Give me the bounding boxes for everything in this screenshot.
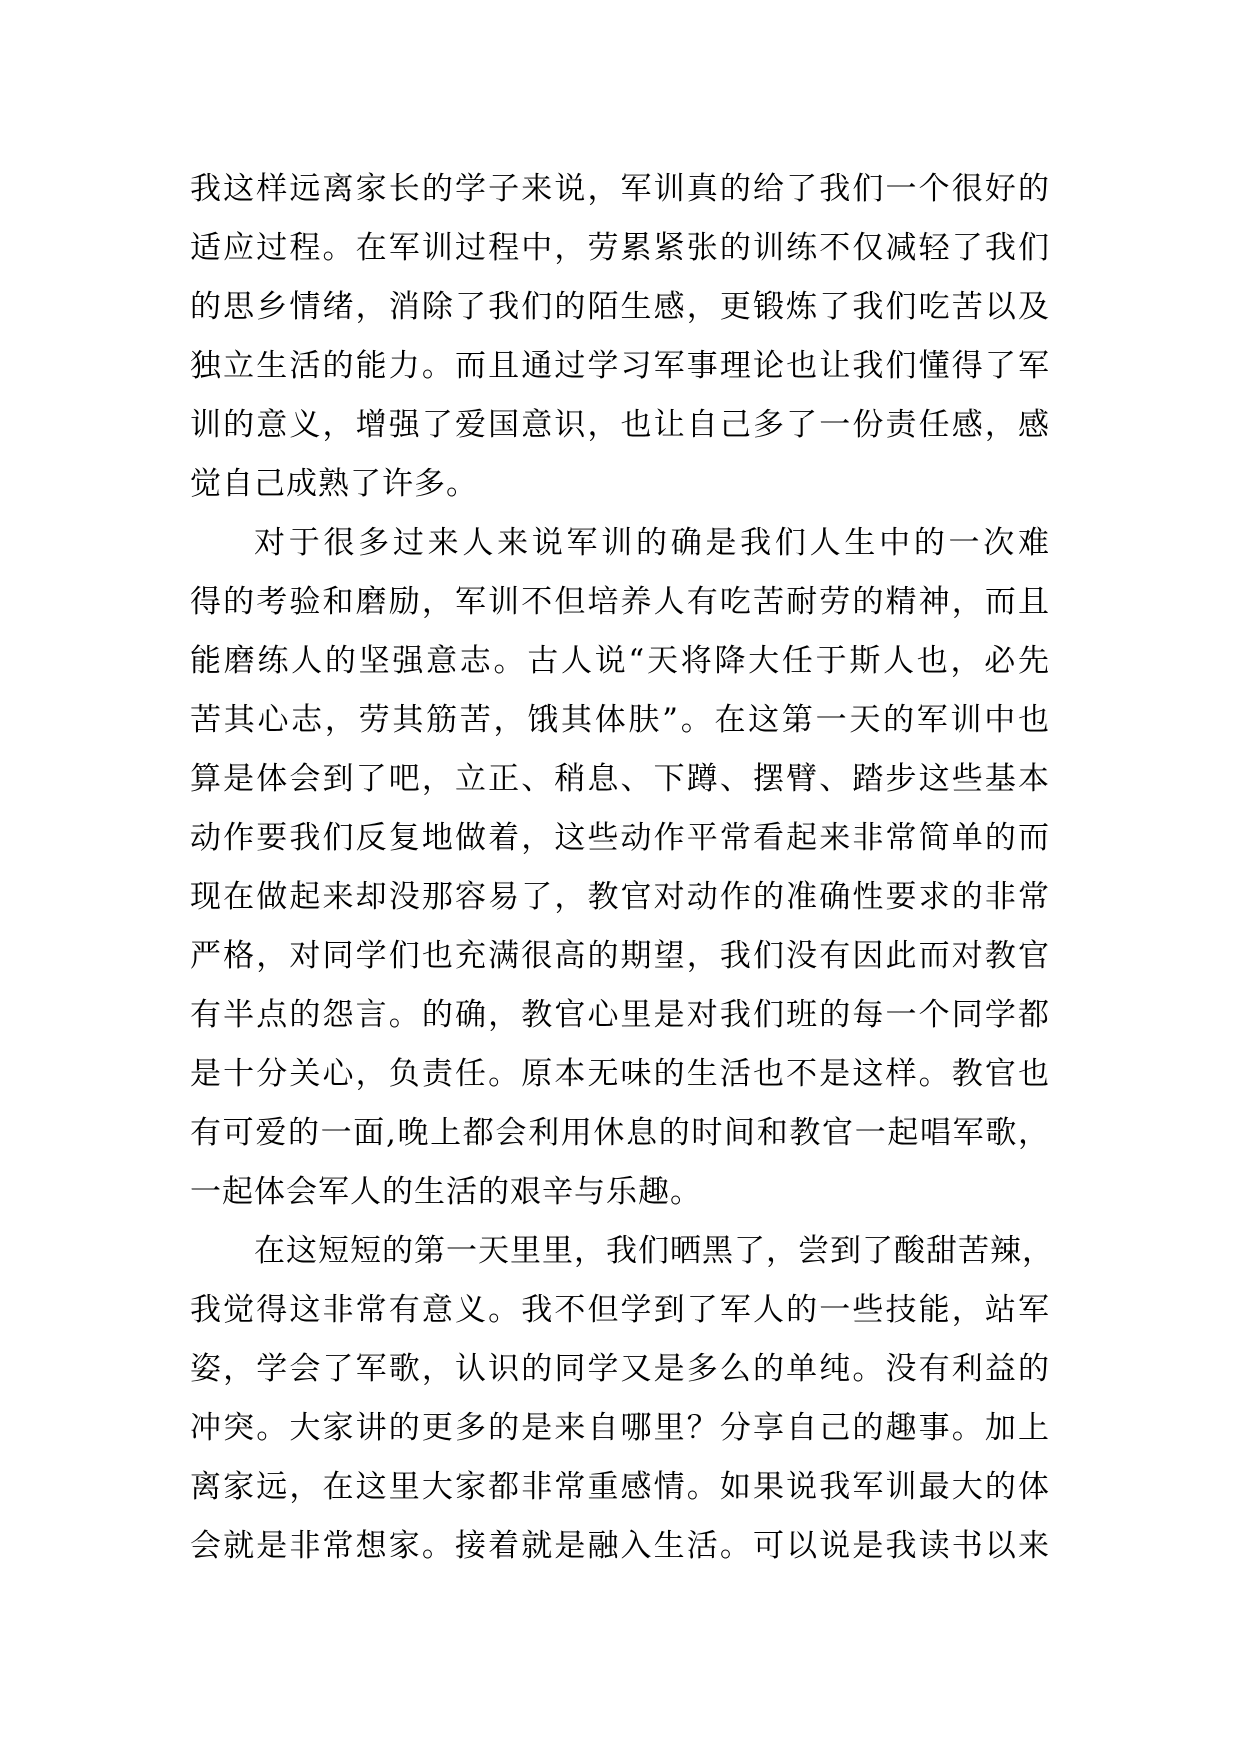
text-line: 冲突。大家讲的更多的是来自哪里？分享自己的趣事。加上 bbox=[190, 1410, 1050, 1446]
document-body bbox=[190, 160, 1054, 1576]
text-line: 是十分关心，负责任。原本无味的生活也不是这样。教官也 bbox=[190, 1056, 1050, 1092]
text-line: 我这样远离家长的学子来说，军训真的给了我们一个很好的 bbox=[190, 171, 1050, 207]
text-line: 现在做起来却没那容易了，教官对动作的准确性要求的非常 bbox=[190, 879, 1050, 915]
text-line: 离家远，在这里大家都非常重感情。如果说我军训最大的体 bbox=[190, 1469, 1050, 1505]
text-line: 姿，学会了军歌，认识的同学又是多么的单纯。没有利益的 bbox=[190, 1351, 1050, 1387]
text-line: 独立生活的能力。而且通过学习军事理论也让我们懂得了军 bbox=[190, 348, 1050, 384]
text-line: 能磨练人的坚强意志。古人说“天将降大任于斯人也，必先 bbox=[190, 643, 1050, 679]
text-line: 苦其心志，劳其筋苦，饿其体肤”。在这第一天的军训中也 bbox=[190, 702, 1050, 738]
text-line: 一起体会军人的生活的艰辛与乐趣。 bbox=[190, 1174, 702, 1210]
text-line: 在这短短的第一天里里，我们晒黑了，尝到了酸甜苦辣， bbox=[254, 1233, 1054, 1269]
text-line: 的思乡情绪，消除了我们的陌生感，更锻炼了我们吃苦以及 bbox=[190, 289, 1050, 325]
text-line: 动作要我们反复地做着，这些动作平常看起来非常简单的而 bbox=[190, 820, 1050, 856]
text-line: 训的意义，增强了爱国意识，也让自己多了一份责任感，感 bbox=[190, 407, 1050, 443]
text-line: 严格，对同学们也充满很高的期望，我们没有因此而对教官 bbox=[190, 938, 1050, 974]
text-line: 对于很多过来人来说军训的确是我们人生中的一次难 bbox=[254, 525, 1050, 561]
text-line: 会就是非常想家。接着就是融入生活。可以说是我读书以来 bbox=[190, 1528, 1050, 1564]
text-line: 我觉得这非常有意义。我不但学到了军人的一些技能，站军 bbox=[190, 1292, 1050, 1328]
text-line: 算是体会到了吧，立正、稍息、下蹲、摆臂、踏步这些基本 bbox=[190, 761, 1050, 797]
text-line: 觉自己成熟了许多。 bbox=[190, 466, 478, 502]
text-line: 得的考验和磨励，军训不但培养人有吃苦耐劳的精神，而且 bbox=[190, 584, 1050, 620]
text-line: 有半点的怨言。的确，教官心里是对我们班的每一个同学都 bbox=[190, 997, 1050, 1033]
text-line: 有可爱的一面,晚上都会利用休息的时间和教官一起唱军歌， bbox=[190, 1115, 1050, 1151]
text-line: 适应过程。在军训过程中，劳累紧张的训练不仅减轻了我们 bbox=[190, 230, 1050, 266]
